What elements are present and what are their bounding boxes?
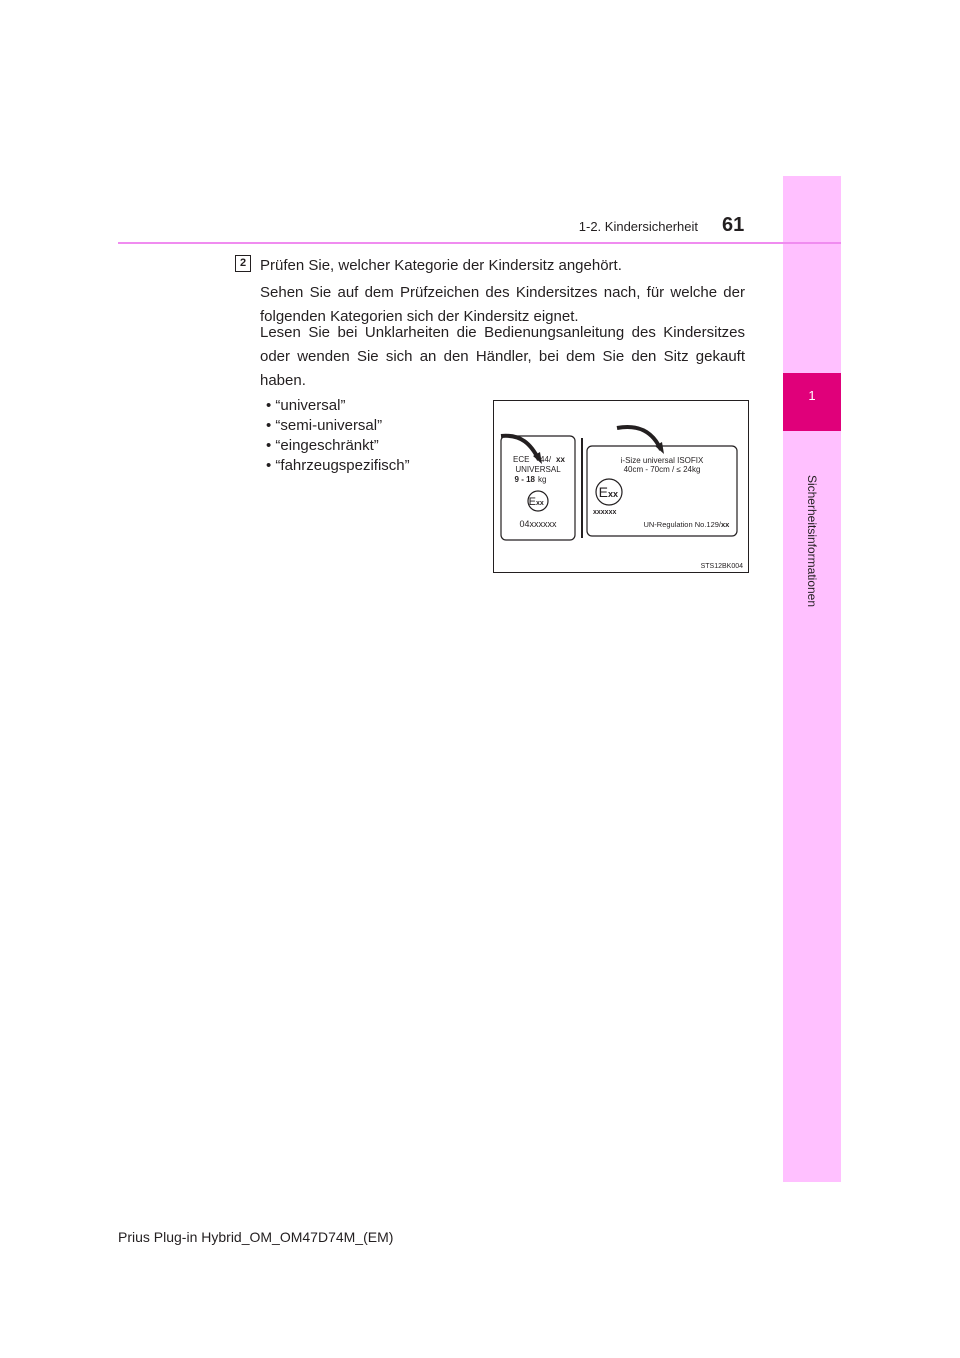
isize-title-text: i-Size universal ISOFIX — [620, 456, 704, 465]
list-item: • “semi-universal” — [266, 416, 410, 436]
ece-text: ECE — [513, 455, 530, 464]
universal-text: UNIVERSAL — [515, 465, 561, 474]
chapter-number: 1 — [808, 388, 816, 403]
chapter-title: Sicherheitsinformationen — [805, 474, 819, 608]
step-number-badge: 2 — [235, 255, 251, 272]
document-footer: Prius Plug-in Hybrid_OM_OM47D74M_(EM) — [118, 1229, 394, 1245]
chapter-side-tab — [783, 176, 841, 1182]
mark-e-right: E — [598, 484, 608, 500]
page-number: 61 — [722, 214, 745, 236]
header-divider — [118, 242, 841, 244]
step-paragraph-2: Sehen Sie auf dem Prüfzeichen des Kindersitzes nach, für welche der folgenden Kategorien sich der Kindersitz eignet. — [260, 284, 745, 325]
mark-xx-left: xx — [536, 500, 544, 507]
weight-unit-text: kg — [538, 475, 547, 484]
section-title: 1-2. Kindersicherheit — [578, 219, 698, 234]
category-list — [266, 396, 410, 476]
approval-code-left: 04xxxxxx — [519, 519, 557, 529]
ece-xx-text: xx — [556, 455, 565, 464]
mark-xx-right: xx — [608, 489, 619, 499]
step-paragraph-3: Lesen Sie bei Unklarheiten die Bedienungsanleitung des Kindersitzes oder wenden Sie sich an den Händler, bei dem Sie den Sitz gekauft haben. — [260, 324, 745, 389]
list-item: • “fahrzeugspezifisch” — [266, 456, 410, 476]
regulation-44-text: 44/ — [540, 455, 552, 464]
figure-id: STS12BK004 — [700, 563, 743, 570]
list-item: • “eingeschränkt” — [266, 436, 410, 456]
mark-e-left: E — [528, 496, 536, 508]
isize-range-text: 40cm - 70cm / ≤ 24kg — [623, 465, 701, 474]
un-regulation-text: UN-Regulation No.129/ — [643, 520, 721, 529]
approval-labels-figure — [493, 400, 749, 573]
approval-code-right: xxxxxx — [593, 509, 617, 516]
weight-range-text: 9 - 18 — [514, 475, 535, 484]
un-regulation-xx: xx — [721, 520, 730, 529]
list-item: • “universal” — [266, 396, 410, 416]
step-paragraph-1: Prüfen Sie, welcher Kategorie der Kindersitz angehört. — [260, 257, 622, 274]
